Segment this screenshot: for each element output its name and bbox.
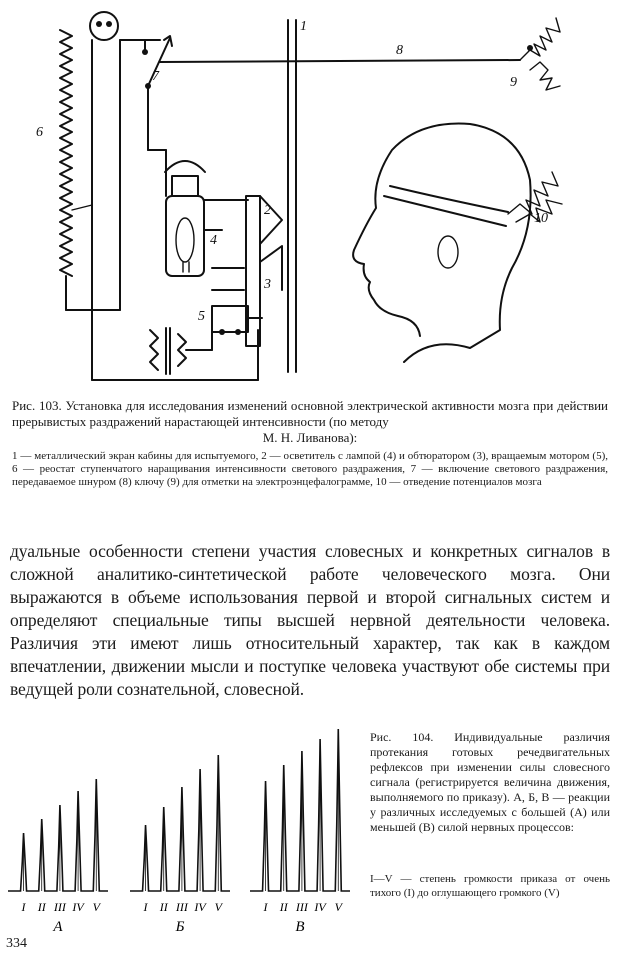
panel-letter: В [295, 919, 305, 935]
figure-103-caption [12, 398, 608, 446]
figure-103-caption-author: М. Н. Ливанова): [262, 430, 358, 445]
page-number: 334 [6, 936, 27, 951]
figure-103-diagram [0, 0, 620, 390]
label-2: 2 [264, 203, 271, 218]
trace-2 [130, 755, 230, 891]
tick-label: III [295, 900, 308, 914]
indicator-lamp [90, 12, 118, 40]
figure-104-traces [0, 715, 360, 945]
label-9: 9 [510, 75, 517, 90]
label-3: 3 [264, 277, 271, 292]
key-9-coil [520, 18, 560, 60]
figure-104-caption: Рис. 104. Индивидуальные различия протекания готовых речедвигательных рефлексов при изменении силы словесного сигнала (регистрируется величина движения, выполняемого по приказу). А, Б, В — реакции у различных исследуемых с большей (А) или меньшей (В) силой нервных процессов: [370, 730, 610, 834]
label-1: 1 [300, 19, 307, 34]
trace-3 [250, 729, 350, 891]
trace-1 [8, 779, 108, 891]
cord-8 [160, 60, 520, 62]
label-6: 6 [36, 125, 43, 140]
figure-103-legend: 1 — металлический экран кабины для испытуемого, 2 — осветитель с лампой (4) и обтюратором (3), вращаемым мотором (5), 6 — реостат ступенчатого наращивания интенсивности светового раздражения, 7 — включение светового раздражения, передаваемое шнуром (8) ключу (9) для отметки на электроэнцефалограмме, 10 — отведение потенциалов мозга [12, 450, 608, 488]
tick-label: I [263, 900, 268, 914]
label-5: 5 [198, 309, 205, 324]
body-paragraph: дуальные особенности степени участия словесных и конкретных сигналов в сложной аналитико-синтетической работе человеческого мозга. Они выражаются в объеме использования первой и второй сигнальных систем и определяют специальные типы высшей нервной деятельности человека. Различия эти имеют лишь относительный характер, так как в каждом впечатлении, движении мысли и поступке человека участвуют обе системы при ведущей роли сознательной, словесной. [10, 541, 610, 699]
electrode-coil-10 [508, 172, 558, 214]
tick-label: III [53, 900, 66, 914]
tick-label: V [92, 900, 100, 914]
tick-label: V [214, 900, 222, 914]
panel-letter: А [53, 919, 63, 935]
figure-104-legend: I—V — степень громкости приказа от очень тихого (I) до оглушающего громкого (V) [370, 873, 610, 899]
rheostat-coil [60, 30, 72, 276]
label-8: 8 [396, 43, 403, 58]
tick-label: II [159, 900, 168, 914]
label-4: 4 [210, 233, 217, 248]
tick-label: III [175, 900, 188, 914]
panel-letter: Б [175, 919, 185, 935]
figure-103-caption-head: Рис. 103. Установка для исследования изменений основной электрической активности мозга при действии прерывистых раздражений нарастающей интенсивности (по методу [12, 398, 608, 429]
tick-label: IV [314, 900, 326, 914]
label-10: 10 [534, 211, 548, 226]
subject-head [353, 124, 531, 362]
tick-label: IV [194, 900, 206, 914]
tick-label: I [21, 900, 26, 914]
label-7: 7 [152, 69, 159, 84]
tick-label: II [279, 900, 288, 914]
motor-5 [212, 306, 248, 332]
tick-label: I [143, 900, 148, 914]
tick-label: V [334, 900, 342, 914]
tick-label: II [37, 900, 46, 914]
tick-label: IV [72, 900, 84, 914]
